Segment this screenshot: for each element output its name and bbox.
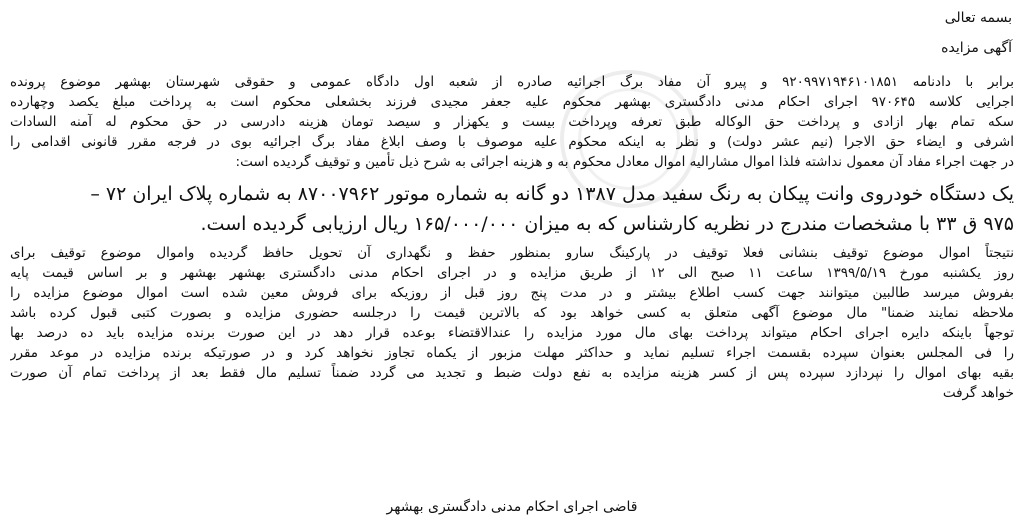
body-line: برابر با دادنامه ۹۲۰۹۹۷۱۹۴۶۱۰۱۸۵۱ و پیرو آن مفاد برگ اجرائیه صادره از شعبه اول دادگاه عمومی و حقوقی شهرستان بهشهر موضوع پرونده — [10, 74, 1014, 90]
property-description-line: یک دستگاه خودروی وانت پیکان به رنگ سفید مدل ۱۳۸۷ دو گانه به شماره موتور ۸۷۰۰۷۹۶۲ به شماره پلاک ایران ۷۲ – — [90, 183, 1014, 205]
signature-line: قاضی اجرای احکام مدنی دادگستری بهشهر — [386, 499, 638, 515]
auction-terms-line: روز یکشنبه مورخ ۱۳۹۹/۵/۱۹ ساعت ۱۱ صبح الی ۱۲ از طریق مزایده و در اجرای احکام مدنی دادگستری بهشهر بهشهر و بر اساس قیمت پایه — [10, 265, 1014, 281]
auction-terms-line: نتیجتاً اموال موضوع توقیف بنشانی فعلا توقیف در پارکینگ سارو بمنظور حفظ و نگهداری آن تحویل حافظ گردیده واموال موضوع توقیف برای — [10, 245, 1014, 261]
body-line: اشرفی و ایضاء حق الاجرا (نیم عشر دولت) و نظر به اینکه محکوم علیه موصوف با وصف ابلاغ مفاد برگ اجرائیه بوی در فرجه مقرر قانونی اقدامی را — [10, 134, 1014, 150]
auction-terms-line: بفروش میرسد طالبین میتوانند جهت کسب اطلاع بیشتر و در مدت پنج روز قبل از روزیکه برای فروش معین شده است اموال موضوع مزایده را — [10, 285, 1014, 301]
notice-title: آگهی مزایده — [941, 40, 1012, 56]
auction-terms-line: توجهاً باینکه دایره اجرای احکام میتواند پرداخت بهای مال مورد مزایده را عندالاقتضاء بوعده قرار دهد در این صورت برنده مزایده باید ده درصد بها — [10, 325, 1014, 341]
auction-terms-line: را فی المجلس بعنوان سپرده بقسمت اجراء تسلیم نماید و حداکثر مهلت مزبور از یکماه تجاوز نخواهد کرد و در صورتیکه برنده مزایده در موعد مقرر — [10, 345, 1014, 361]
property-description-line: ۹۷۵ ق ۳۳ با مشخصات مندرج در نظریه کارشناس که به میزان ۱۶۵/۰۰۰/۰۰۰ ریال ارزیابی گردیده است. — [200, 213, 1014, 235]
auction-terms-line: ملاحظه نمایند ضمنا" مال موضوع آگهی متعلق به کسی خواهد بود که بالاترین قیمت را درجلسه حضوری مزایده و بصورت کتبی قبول کرده باشد — [10, 305, 1014, 321]
body-line: در جهت اجراء مفاد آن معمول نداشته فلذا اموال مشارالیه اموال معادل محکوم به و هزینه اجرائی به شرح ذیل تأمین و توقیف گردیده است: — [235, 154, 1014, 170]
body-line: اجرایی کلاسه ۹۷۰۶۴۵ اجرای احکام مدنی دادگستری بهشهر محکوم علیه جعفر مجیدی فرزند بخشعلی محکوم است به پرداخت مبلغ یکصد وچهارده — [10, 94, 1014, 110]
body-line: سکه تمام بهار ازادی و پرداخت حق الوکاله طبق تعرفه وپرداخت بیست و یکهزار و سیصد تومان هزینه دادرسی در حق محکوم له آمنه السادات — [10, 114, 1014, 130]
basmala-heading: بسمه تعالی — [944, 10, 1012, 26]
auction-terms-line: خواهد گرفت — [942, 385, 1014, 401]
auction-terms-line: بقیه بهای اموال را نپردازد سپرده پس از کسر هزینه مزایده به نفع دولت ضبط و تجدید می گردد ضمناً تسلیم مال فقط بعد از پرداخت تمام آن صورت — [10, 365, 1014, 381]
